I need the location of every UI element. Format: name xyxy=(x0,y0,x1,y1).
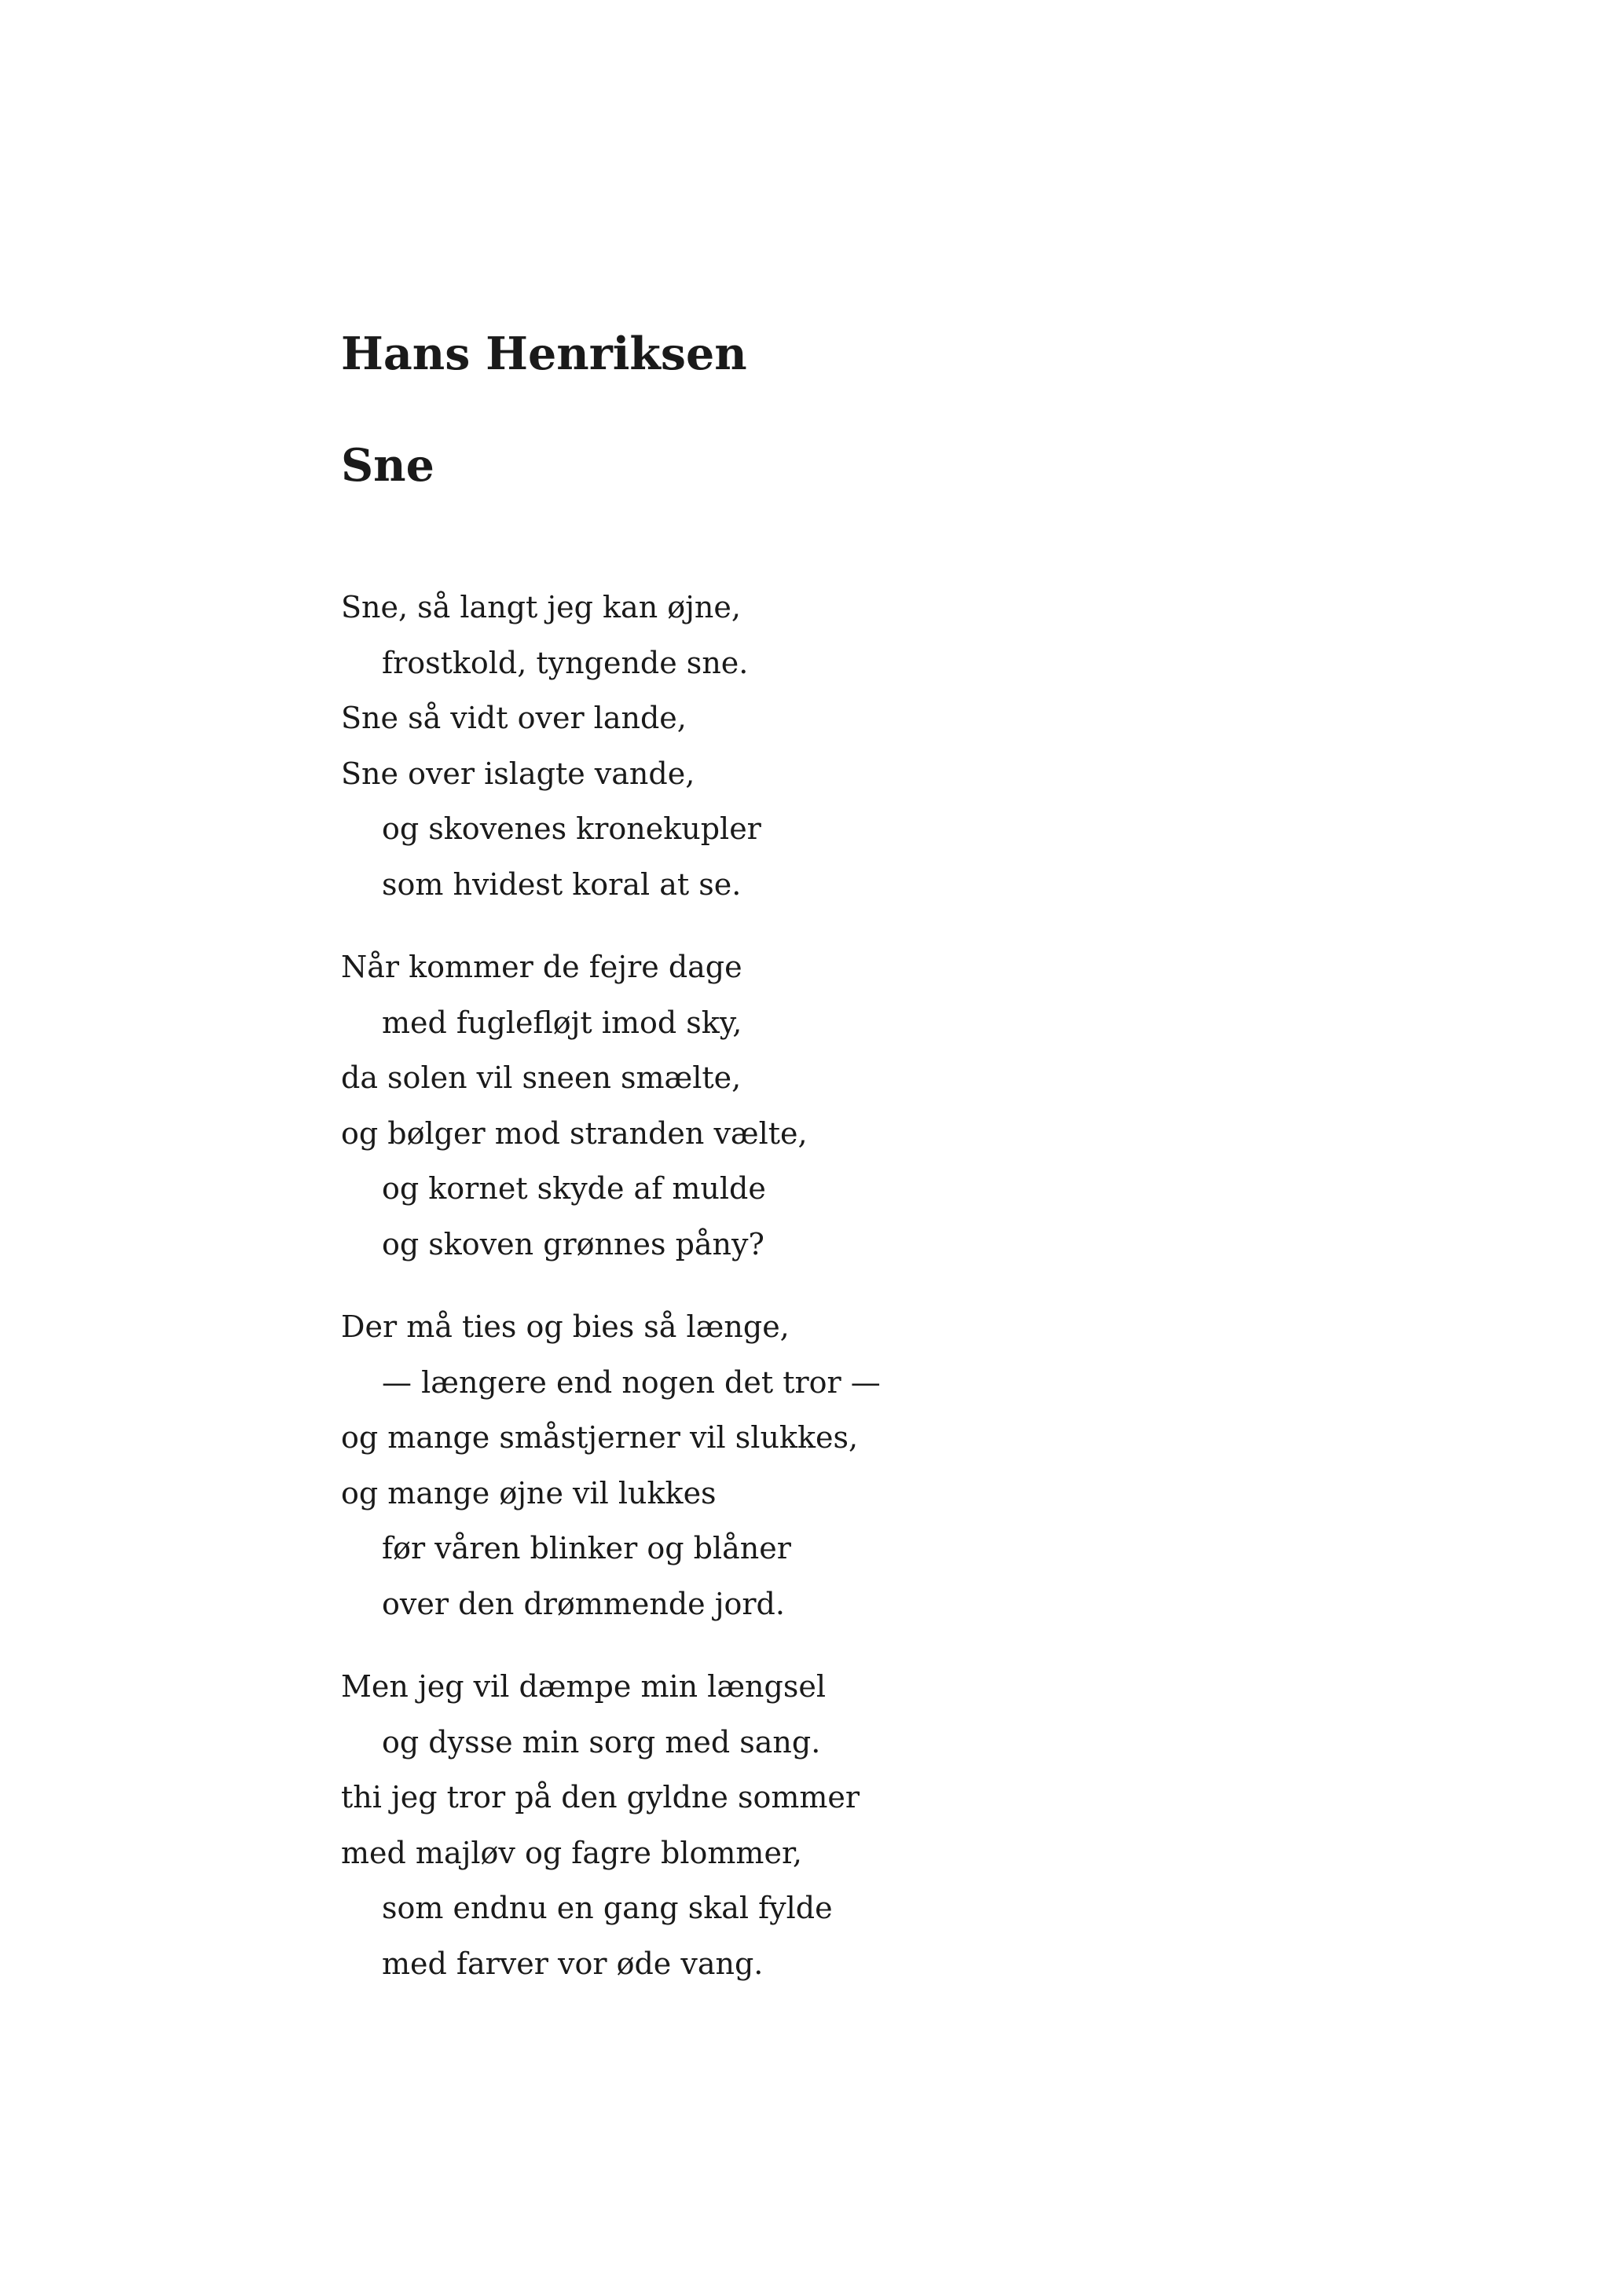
poem-line: med fuglefløjt imod sky, xyxy=(382,1005,742,1040)
poem-line: som endnu en gang skal fylde xyxy=(382,1891,833,1925)
poem-line: og mange småstjerner vil slukkes, xyxy=(341,1420,859,1455)
poem-line: thi jeg tror på den gyldne sommer xyxy=(341,1780,860,1814)
poem-line: og dysse min sorg med sang. xyxy=(382,1724,821,1760)
stanza-3 xyxy=(341,1299,1441,1631)
poem-line: og skovenes kronekupler xyxy=(382,811,761,846)
poem-body xyxy=(341,580,1441,2019)
poem-line: og skoven grønnes påny? xyxy=(382,1226,764,1262)
poem-line: Sne, så langt jeg kan øjne, xyxy=(341,590,741,624)
poem-line: frostkold, tyngende sne. xyxy=(382,645,749,680)
poem-line: og kornet skyde af mulde xyxy=(382,1171,766,1206)
stanza-1 xyxy=(341,580,1441,912)
stanza-4 xyxy=(341,1659,1441,1991)
poem-line: før våren blinker og blåner xyxy=(382,1531,791,1565)
poem-line: Sne over islagte vande, xyxy=(341,756,695,791)
poem-title: Sne xyxy=(341,439,434,492)
author-heading: Hans Henriksen xyxy=(341,328,747,380)
poem-line: og mange øjne vil lukkes xyxy=(341,1475,717,1511)
poem-line: Men jeg vil dæmpe min længsel xyxy=(341,1669,826,1704)
poem-line: med majløv og fagre blommer, xyxy=(341,1835,803,1870)
poem-line: Der må ties og bies så længe, xyxy=(341,1309,790,1344)
poem-line: som hvidest koral at se. xyxy=(382,866,742,902)
poem-line: Når kommer de fejre dage xyxy=(341,950,742,984)
poem-line: og bølger mod stranden vælte, xyxy=(341,1115,808,1151)
poem-line: Sne så vidt over lande, xyxy=(341,701,687,735)
poem-line: da solen vil sneen smælte, xyxy=(341,1060,742,1095)
poem-line: over den drømmende jord. xyxy=(382,1586,785,1621)
stanza-2 xyxy=(341,939,1441,1272)
poem-line: med farver vor øde vang. xyxy=(382,1946,764,1981)
poem-line: — længere end nogen det tror — xyxy=(382,1364,881,1400)
